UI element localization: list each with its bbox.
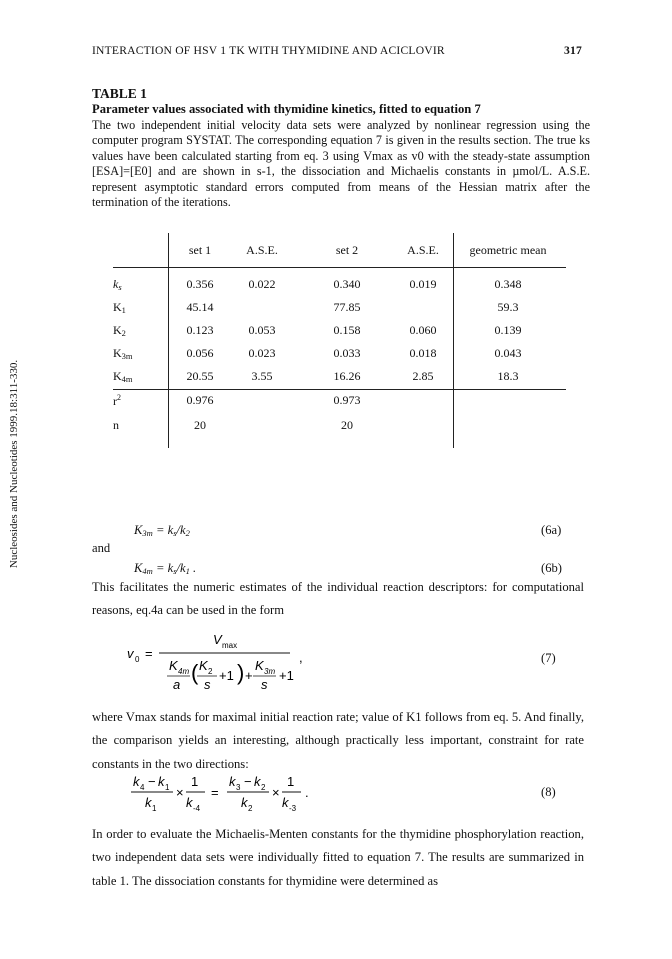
col-header: set 2 xyxy=(335,243,359,257)
svg-text:=: = xyxy=(211,785,219,800)
equation-8 xyxy=(125,771,345,815)
param-cell: $K_{4m}$ xyxy=(113,369,133,384)
svg-text:k: k xyxy=(145,795,152,810)
svg-text:+1: +1 xyxy=(219,668,234,683)
running-head xyxy=(92,44,582,57)
table-cell: 59.3 xyxy=(497,300,519,314)
col-header: A.S.E. xyxy=(407,243,439,257)
col-header: geometric mean xyxy=(469,243,547,257)
svg-text:s: s xyxy=(204,677,211,692)
svg-text:4: 4 xyxy=(140,783,145,792)
table-cell: 20 xyxy=(194,418,206,432)
table-cell: 0.022 xyxy=(248,277,276,291)
svg-text:2: 2 xyxy=(261,783,266,792)
svg-text:k: k xyxy=(282,795,289,810)
running-title: INTERACTION OF HSV 1 TK WITH THYMIDINE AND ACICLOVIR xyxy=(92,44,445,57)
table-cell: 45.14 xyxy=(186,300,214,314)
svg-text:K: K xyxy=(199,658,208,673)
svg-text:2: 2 xyxy=(248,804,253,813)
table-row xyxy=(113,393,566,410)
table-row xyxy=(113,277,566,294)
table-cell: 0.348 xyxy=(494,277,522,291)
equation-7 xyxy=(125,626,325,694)
equation-number: (6a) xyxy=(541,523,562,537)
table-cell: 20 xyxy=(341,418,353,432)
table-cell: 0.018 xyxy=(409,346,437,360)
table-header-row xyxy=(113,243,566,260)
svg-text:v: v xyxy=(127,646,134,661)
table-row xyxy=(113,300,566,317)
svg-text:=: = xyxy=(145,646,153,661)
svg-text:1: 1 xyxy=(152,804,157,813)
param-cell: n xyxy=(113,418,119,432)
svg-text:0: 0 xyxy=(135,655,140,664)
svg-text:K: K xyxy=(169,658,178,673)
param-cell: $K_2$ xyxy=(113,323,126,338)
table-cell: 0.973 xyxy=(333,393,361,407)
svg-text:3: 3 xyxy=(236,783,241,792)
table-cell: 0.019 xyxy=(409,277,437,291)
svg-text:1: 1 xyxy=(191,774,199,789)
table-cell: 2.85 xyxy=(412,369,434,383)
svg-text:+: + xyxy=(245,668,253,683)
svg-text:K: K xyxy=(255,658,264,673)
svg-text:s: s xyxy=(261,677,268,692)
param-cell: $r^2$ xyxy=(113,393,121,408)
svg-text:+1: +1 xyxy=(279,668,294,683)
svg-text:-4: -4 xyxy=(193,804,201,813)
table-rule xyxy=(113,267,566,268)
table-cell: 0.023 xyxy=(248,346,276,360)
table-cell: 16.26 xyxy=(333,369,361,383)
svg-text:.: . xyxy=(305,785,309,800)
svg-text:2: 2 xyxy=(208,667,213,676)
svg-text:k: k xyxy=(158,774,165,789)
table-row xyxy=(113,418,566,435)
svg-text:k: k xyxy=(186,795,193,810)
table-title: Parameter values associated with thymidine kinetics, fitted to equation 7 xyxy=(92,102,481,116)
param-cell: $k_s$ xyxy=(113,277,122,292)
table-cell: 0.139 xyxy=(494,323,522,337)
svg-text:k: k xyxy=(229,774,236,789)
svg-text:,: , xyxy=(299,650,303,665)
col-header: A.S.E. xyxy=(246,243,278,257)
table-caption: The two independent initial velocity data sets were analyzed by nonlinear regression using the computer program SYSTAT. The corresponding equation 7 is given in the results section. The true ks values have been calculated starting from eq. 3 using Vmax as v0 with the steady-state assumption [ESA]=[E0] and are shown in s-1, the dissociation and Michaelis constants in µmol/L. A.S.E. represent asymptotic standard errors computed from means of the Hessian matrix after the termination of the iterations. xyxy=(92,118,590,210)
svg-text:×: × xyxy=(176,785,184,800)
page-number: 317 xyxy=(564,44,582,57)
equation-number: (7) xyxy=(541,651,556,665)
svg-text:−: − xyxy=(148,774,156,789)
table-cell: 18.3 xyxy=(497,369,519,383)
table-cell: 0.340 xyxy=(333,277,361,291)
svg-text:−: − xyxy=(244,774,252,789)
table-cell: 0.976 xyxy=(186,393,214,407)
table-cell: 0.158 xyxy=(333,323,361,337)
connector-word: and xyxy=(92,541,111,555)
table-rule xyxy=(453,233,454,448)
svg-text:a: a xyxy=(173,677,181,692)
svg-text:×: × xyxy=(272,785,280,800)
table-cell: 0.060 xyxy=(409,323,437,337)
table-cell: 0.043 xyxy=(494,346,522,360)
col-header: set 1 xyxy=(188,243,212,257)
table-cell: 77.85 xyxy=(333,300,361,314)
svg-text:1: 1 xyxy=(165,783,170,792)
table-cell: 0.056 xyxy=(186,346,214,360)
param-cell: $K_1$ xyxy=(113,300,126,315)
table-cell: 0.123 xyxy=(186,323,214,337)
svg-text:(: ( xyxy=(191,660,199,685)
svg-text:3m: 3m xyxy=(264,667,276,676)
svg-text:): ) xyxy=(237,660,245,685)
table-row xyxy=(113,323,566,340)
side-citation: Nucleosides and Nucleotides 1999.18:311-330. xyxy=(8,359,20,569)
equation-6b: $K_{4m} = k_s/k_1$ . xyxy=(134,561,197,576)
svg-text:4m: 4m xyxy=(178,667,190,676)
svg-text:k: k xyxy=(241,795,248,810)
equation-6a: $K_{3m} = k_s/k_2$ xyxy=(134,523,190,538)
table-label: TABLE 1 xyxy=(92,86,147,101)
table-row xyxy=(113,369,566,386)
equation-number: (6b) xyxy=(541,561,562,575)
table-cell: 20.55 xyxy=(186,369,214,383)
svg-text:-3: -3 xyxy=(289,804,297,813)
svg-text:V: V xyxy=(213,632,222,647)
table-cell: 0.356 xyxy=(186,277,214,291)
equation-number: (8) xyxy=(541,785,556,799)
body-paragraph: where Vmax stands for maximal initial reaction rate; value of K1 follows from eq. 5. And finally, the comparison yields an interesting, although practically less important, constraint for rate constants in the two directions: xyxy=(92,710,584,771)
body-paragraph: In order to evaluate the Michaelis-Menten constants for the thymidine phosphorylation reaction, two independent data sets were individually fitted to equation 7. The results are summarized in table 1. The dissociation constants for thymidine were determined as xyxy=(92,827,584,888)
svg-text:1: 1 xyxy=(287,774,295,789)
svg-text:k: k xyxy=(133,774,140,789)
table-cell: 3.55 xyxy=(251,369,273,383)
table-rule xyxy=(113,389,566,390)
table-rule xyxy=(168,233,169,448)
param-cell: $K_{3m}$ xyxy=(113,346,133,361)
table-row xyxy=(113,346,566,363)
table-cell: 0.033 xyxy=(333,346,361,360)
svg-text:max: max xyxy=(222,641,238,650)
svg-text:k: k xyxy=(254,774,261,789)
body-paragraph: This facilitates the numeric estimates of the individual reaction descriptors: for computational reasons, eq.4a can be used in the form xyxy=(92,580,584,618)
table-cell: 0.053 xyxy=(248,323,276,337)
